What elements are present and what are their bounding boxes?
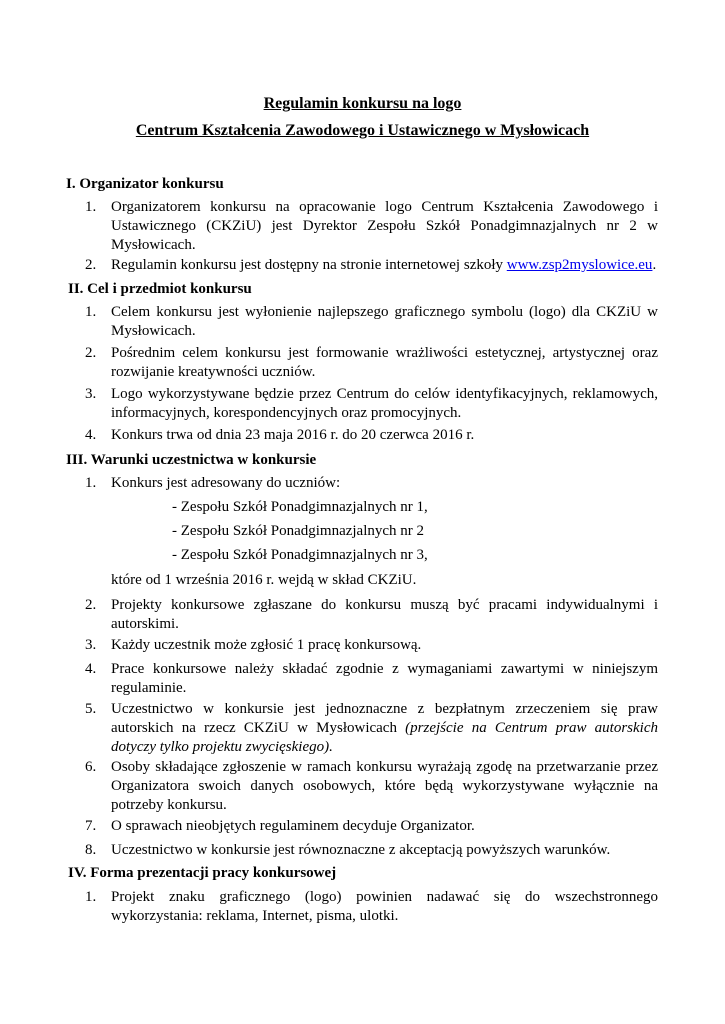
section-1-item-1 — [85, 198, 658, 255]
section-3-item-2 — [85, 596, 658, 634]
document-title-line-2: Centrum Kształcenia Zawodowego i Ustawicznego w Mysłowicach — [135, 122, 590, 139]
eligible-school-2: - Zespołu Szkół Ponadgimnazjalnych nr 2 — [172, 523, 425, 539]
item-text: Projekty konkursowe zgłaszane do konkursu muszą być pracami indywidualnymi i autorskimi. — [111, 597, 658, 632]
item-number: 3. — [85, 386, 97, 402]
section-3-item-7 — [85, 817, 658, 836]
section-3-item-8 — [85, 841, 658, 860]
eligible-school-3: - Zespołu Szkół Ponadgimnazjalnych nr 3, — [172, 547, 428, 563]
item-text — [111, 700, 658, 757]
item-text-before-link: Regulamin konkursu jest dostępny na stronie internetowej szkoły — [111, 257, 507, 273]
item-text — [111, 256, 658, 275]
item-number: 5. — [85, 701, 97, 717]
section-3-item-1 — [85, 474, 658, 493]
section-3-item-5 — [85, 700, 658, 757]
section-1-item-2 — [85, 256, 658, 275]
item-number: 2. — [85, 597, 97, 613]
item-number: 6. — [85, 759, 97, 775]
school-website-link[interactable]: www.zsp2myslowice.eu — [506, 257, 653, 273]
item-text: Projekt znaku graficznego (logo) powinien nadawać się do wszechstronnego wykorzystania: reklama, Internet, pisma, ulotki. — [111, 889, 658, 924]
item-text-main: Uczestnictwo w konkursie jest jednoznaczne z bezpłatnym zrzeczeniem się praw autorskich na rzecz CKZiU w Mysłowicach — [111, 701, 658, 736]
item-number: 2. — [85, 257, 97, 273]
item-text: Konkurs jest adresowany do uczniów: — [111, 475, 341, 491]
item-number: 8. — [85, 842, 97, 858]
item-text: Uczestnictwo w konkursie jest równoznaczne z akceptacją powyższych warunków. — [111, 842, 611, 858]
item-number: 1. — [85, 304, 97, 320]
eligible-schools-note: które od 1 września 2016 r. wejdą w skład CKZiU. — [111, 572, 417, 588]
section-4-heading: IV. Forma prezentacji pracy konkursowej — [68, 865, 337, 881]
section-1-heading: I. Organizator konkursu — [66, 176, 224, 192]
section-3-item-4 — [85, 660, 658, 698]
section-3-heading: III. Warunki uczestnictwa w konkursie — [66, 452, 317, 468]
eligible-school-1: - Zespołu Szkół Ponadgimnazjalnych nr 1, — [172, 499, 428, 515]
document-title-line-1: Regulamin konkursu na logo — [263, 95, 462, 112]
item-number: 2. — [85, 345, 97, 361]
item-text-italic-note: (przejście na Centrum praw autorskich dotyczy tylko projektu zwycięskiego). — [111, 720, 658, 755]
item-number: 3. — [85, 637, 97, 653]
item-text: Prace konkursowe należy składać zgodnie z wymaganiami zawartymi w niniejszym regulaminie. — [111, 661, 658, 696]
item-number: 1. — [85, 889, 97, 905]
item-number: 4. — [85, 661, 97, 677]
section-2-heading: II. Cel i przedmiot konkursu — [68, 281, 252, 297]
item-number: 4. — [85, 427, 97, 443]
item-text: Osoby składające zgłoszenie w ramach konkursu wyrażają zgodę na przetwarzanie przez Organizatora swoich danych osobowych, które będą wykorzystywane wyłącznie na potrzeby konkursu. — [111, 759, 658, 813]
item-text: Pośrednim celem konkursu jest formowanie wrażliwości estetycznej, artystycznej oraz rozwijanie kreatywności uczniów. — [111, 345, 658, 380]
section-2-item-2 — [85, 344, 658, 382]
item-text: O sprawach nieobjętych regulaminem decyduje Organizator. — [111, 818, 475, 834]
section-2-item-1 — [85, 303, 658, 341]
section-2-item-4 — [85, 426, 658, 445]
item-text: Każdy uczestnik może zgłosić 1 pracę konkursową. — [111, 637, 422, 653]
section-2-item-3 — [85, 385, 658, 423]
item-text-after-link: . — [652, 257, 657, 273]
item-text: Logo wykorzystywane będzie przez Centrum do celów identyfikacyjnych, reklamowych, informacyjnych, korespondencyjnych oraz promocyjnych. — [111, 386, 658, 421]
item-text: Celem konkursu jest wyłonienie najlepszego graficznego symbolu (logo) dla CKZiU w Mysłowicach. — [111, 304, 658, 339]
item-number: 1. — [85, 475, 97, 491]
section-4-item-1 — [85, 888, 658, 926]
item-number: 7. — [85, 818, 97, 834]
item-number: 1. — [85, 199, 97, 215]
section-3-item-6 — [85, 758, 658, 815]
item-text: Organizatorem konkursu na opracowanie logo Centrum Kształcenia Zawodowego i Ustawicznego (CKZiU) jest Dyrektor Zespołu Szkół Ponadgimnazjalnych nr 2 w Mysłowicach. — [111, 199, 658, 253]
section-3-item-3 — [85, 636, 658, 655]
item-text: Konkurs trwa od dnia 23 maja 2016 r. do 20 czerwca 2016 r. — [111, 427, 475, 443]
